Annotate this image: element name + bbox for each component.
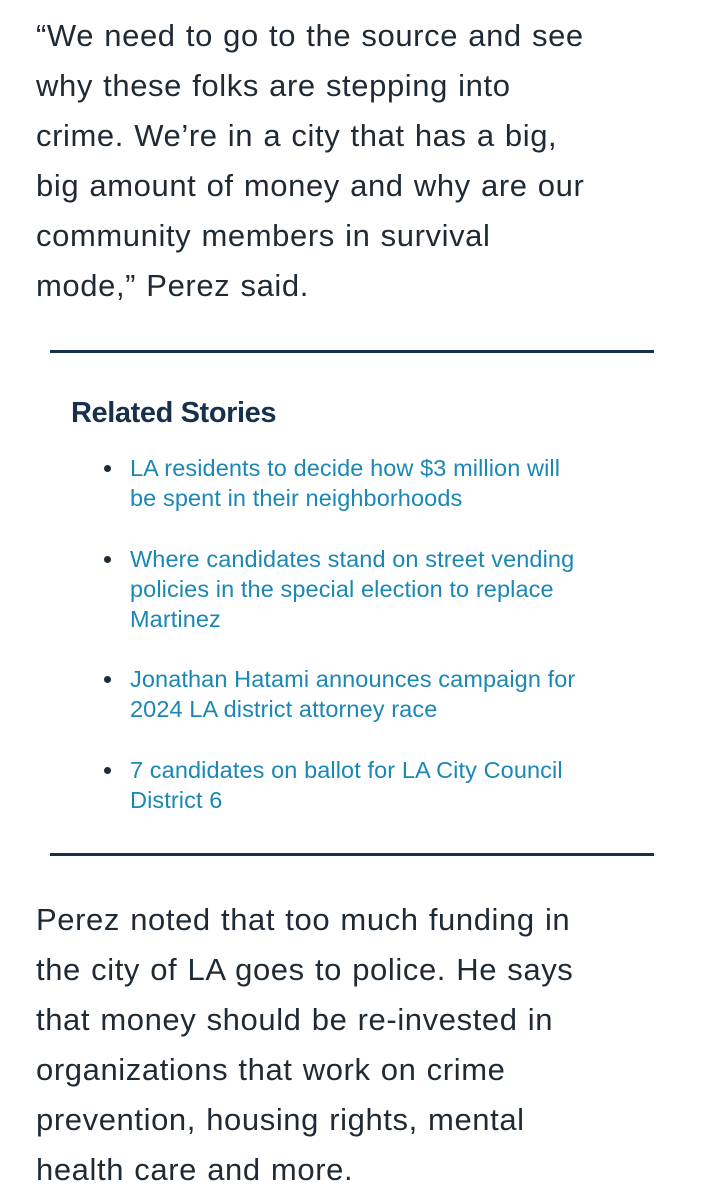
paragraph-line: big amount of money and why are our [36,168,585,203]
link-line: Where candidates stand on street vending [130,546,575,572]
paragraph-line: organizations that work on crime [36,1052,506,1087]
related-story-link[interactable] [130,664,575,724]
link-line: be spent in their neighborhoods [130,485,463,511]
link-line: Martinez [130,606,221,632]
paragraph-line: why these folks are stepping into [36,68,511,103]
bullet-icon [104,676,111,683]
paragraph-line: “We need to go to the source and see [36,18,584,53]
related-story-link[interactable] [130,755,563,815]
related-stories-heading: Related Stories [71,397,277,429]
link-line: District 6 [130,787,223,813]
link-line: LA residents to decide how $3 million will [130,455,561,481]
related-story-link[interactable] [130,544,574,634]
paragraph-line: health care and more. [36,1152,354,1187]
paragraph-line: Perez noted that too much funding in [36,902,571,937]
link-line: 2024 LA district attorney race [130,696,438,722]
paragraph-line: crime. We’re in a city that has a big, [36,118,558,153]
bullet-icon [104,465,111,472]
quote-paragraph [36,11,676,311]
body-paragraph [36,895,676,1195]
paragraph-line: that money should be re-invested in [36,1002,554,1037]
link-line: policies in the special election to replace [130,576,554,602]
link-line: 7 candidates on ballot for LA City Council [130,757,563,783]
paragraph-line: prevention, housing rights, mental [36,1102,525,1137]
bullet-icon [104,767,111,774]
related-story-link[interactable] [130,453,560,513]
link-line: Jonathan Hatami announces campaign for [130,666,576,692]
paragraph-line: mode,” Perez said. [36,268,309,303]
paragraph-line: community members in survival [36,218,491,253]
bullet-icon [104,556,111,563]
paragraph-line: the city of LA goes to police. He says [36,952,574,987]
related-stories-bottom-divider [50,853,654,856]
related-stories-top-divider [50,350,654,353]
